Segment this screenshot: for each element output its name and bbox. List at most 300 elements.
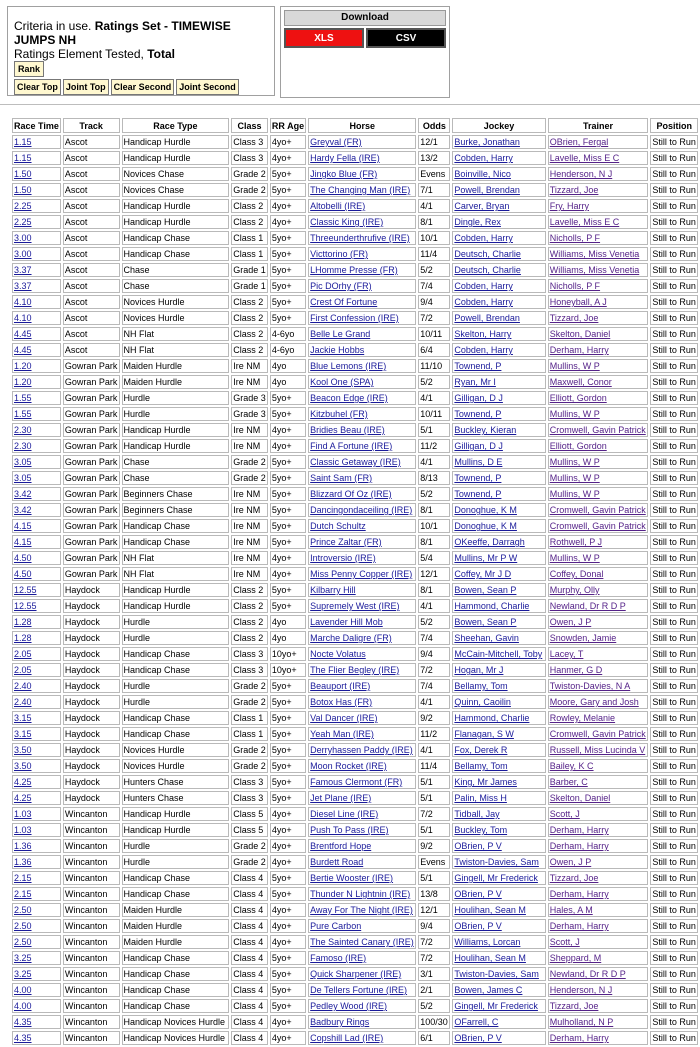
joint-second-button[interactable]: Joint Second	[176, 79, 239, 95]
horse-link[interactable]: Away For The Night (IRE)	[310, 905, 413, 915]
horse-link[interactable]: Dutch Schultz	[310, 521, 366, 531]
trainer-link[interactable]: Tizzard, Joe	[549, 873, 599, 883]
horse-link[interactable]: Crest Of Fortune	[310, 297, 378, 307]
race-time-link[interactable]: 2.05	[14, 649, 32, 659]
race-time-link[interactable]: 2.40	[14, 681, 32, 691]
age-cell: 5yo+	[270, 983, 306, 997]
trainer-link[interactable]: Mullins, W P	[549, 409, 600, 419]
jockey-link[interactable]: OBrien, P V	[454, 921, 502, 931]
horse-link[interactable]: The Flier Begley (IRE)	[310, 665, 400, 675]
trainer-cell	[548, 551, 649, 565]
race-time-link[interactable]: 1.55	[14, 393, 32, 403]
jockey-link[interactable]: Powell, Brendan	[454, 185, 520, 195]
horse-link[interactable]: Pic DOrhy (FR)	[310, 281, 372, 291]
race-time-link[interactable]: 1.03	[14, 825, 32, 835]
trainer-link[interactable]: Newland, Dr R D P	[549, 601, 626, 611]
horse-link[interactable]: Bertie Wooster (IRE)	[310, 873, 394, 883]
odds-cell: 5/2	[418, 487, 450, 501]
jockey-link[interactable]: Boinville, Nico	[454, 169, 511, 179]
race-time-link[interactable]: 12.55	[14, 601, 37, 611]
trainer-link[interactable]: Derham, Harry	[549, 841, 609, 851]
horse-link[interactable]: LHomme Presse (FR)	[310, 265, 398, 275]
jockey-link[interactable]: Carver, Bryan	[454, 201, 510, 211]
horse-link[interactable]: The Sainted Canary (IRE)	[310, 937, 414, 947]
trainer-cell	[548, 359, 649, 373]
jockey-link[interactable]: Fox, Derek R	[454, 745, 508, 755]
clear-top-button[interactable]: Clear Top	[14, 79, 61, 95]
race-time-link[interactable]: 2.25	[14, 201, 32, 211]
jockey-link[interactable]: Townend, P	[454, 473, 502, 483]
trainer-link[interactable]: Rothwell, P J	[549, 537, 603, 547]
jockey-link[interactable]: Bowen, Sean P	[454, 617, 517, 627]
trainer-link[interactable]: Scott, J	[549, 809, 580, 819]
position-cell: Still to Run	[650, 807, 698, 821]
race-time-cell	[12, 839, 61, 853]
jockey-link[interactable]: Cobden, Harry	[454, 281, 513, 291]
jockey-link[interactable]: Cobden, Harry	[454, 233, 513, 243]
age-cell: 5yo+	[270, 519, 306, 533]
race-time-link[interactable]: 3.15	[14, 729, 32, 739]
horse-link[interactable]: Jingko Blue (FR)	[310, 169, 378, 179]
race-time-link[interactable]: 4.25	[14, 793, 32, 803]
trainer-link[interactable]: Owen, J P	[549, 617, 592, 627]
horse-link[interactable]: Victtorino (FR)	[310, 249, 369, 259]
header-track[interactable]: Track	[63, 118, 120, 133]
race-time-link[interactable]: 1.28	[14, 633, 32, 643]
horse-link[interactable]: Supremely West (IRE)	[310, 601, 400, 611]
jockey-link[interactable]: Houlihan, Sean M	[454, 953, 526, 963]
trainer-link[interactable]: Sheppard, M	[549, 953, 602, 963]
jockey-link[interactable]: Hammond, Charlie	[454, 713, 530, 723]
race-time-cell	[12, 903, 61, 917]
jockey-link[interactable]: Deutsch, Charlie	[454, 249, 521, 259]
trainer-link[interactable]: Bailey, K C	[549, 761, 594, 771]
horse-link[interactable]: Introversio (IRE)	[310, 553, 376, 563]
race-time-link[interactable]: 4.45	[14, 329, 32, 339]
horse-link[interactable]: Famous Clermont (FR)	[310, 777, 403, 787]
trainer-link[interactable]: Nicholls, P F	[549, 233, 601, 243]
jockey-link[interactable]: Palin, Miss H	[454, 793, 507, 803]
jockey-link[interactable]: Deutsch, Charlie	[454, 265, 521, 275]
race-time-link[interactable]: 3.00	[14, 233, 32, 243]
jockey-link[interactable]: Quinn, Caoilin	[454, 697, 511, 707]
horse-link[interactable]: Jet Plane (IRE)	[310, 793, 372, 803]
jockey-link[interactable]: OBrien, P V	[454, 1033, 502, 1043]
horse-link[interactable]: Diesel Line (IRE)	[310, 809, 379, 819]
race-time-link[interactable]: 3.37	[14, 265, 32, 275]
odds-cell: 2/1	[418, 983, 450, 997]
jockey-cell	[452, 439, 545, 453]
trainer-link[interactable]: Cromwell, Gavin Patrick	[549, 505, 646, 515]
trainer-link[interactable]: Elliott, Gordon	[549, 441, 607, 451]
horse-link[interactable]: Lavender Hill Mob	[310, 617, 383, 627]
horse-link[interactable]: Pedley Wood (IRE)	[310, 1001, 388, 1011]
race-type-cell: Handicap Hurdle	[122, 151, 230, 165]
jockey-link[interactable]: Townend, P	[454, 361, 502, 371]
horse-link[interactable]: Blue Lemons (IRE)	[310, 361, 387, 371]
race-time-link[interactable]: 2.50	[14, 921, 32, 931]
trainer-cell	[548, 599, 649, 613]
horse-cell	[308, 839, 416, 853]
trainer-link[interactable]: Mullins, W P	[549, 489, 600, 499]
race-time-link[interactable]: 1.28	[14, 617, 32, 627]
jockey-link[interactable]: Flanagan, S W	[454, 729, 514, 739]
trainer-link[interactable]: Fry, Harry	[549, 201, 590, 211]
horse-link[interactable]: De Tellers Fortune (IRE)	[310, 985, 408, 995]
jockey-link[interactable]: Buckley, Kieran	[454, 425, 517, 435]
horse-link[interactable]: Derryhassen Paddy (IRE)	[310, 745, 413, 755]
race-time-link[interactable]: 3.37	[14, 281, 32, 291]
trainer-cell	[548, 839, 649, 853]
trainer-link[interactable]: Nicholls, P F	[549, 281, 601, 291]
race-type-cell: Chase	[122, 263, 230, 277]
header-horse[interactable]: Horse	[308, 118, 416, 133]
horse-link[interactable]: Botox Has (FR)	[310, 697, 373, 707]
track-cell: Ascot	[63, 327, 120, 341]
trainer-link[interactable]: Mullins, W P	[549, 473, 600, 483]
horse-link[interactable]: Marche Daligre (FR)	[310, 633, 392, 643]
horse-link[interactable]: Hardy Fella (IRE)	[310, 153, 380, 163]
race-time-link[interactable]: 1.20	[14, 361, 32, 371]
race-time-link[interactable]: 12.55	[14, 585, 37, 595]
race-time-link[interactable]: 1.36	[14, 857, 32, 867]
horse-link[interactable]: Threeunderthrufive (IRE)	[310, 233, 410, 243]
race-time-link[interactable]: 4.50	[14, 569, 32, 579]
horse-cell	[308, 359, 416, 373]
horse-link[interactable]: Miss Penny Copper (IRE)	[310, 569, 413, 579]
horse-link[interactable]: Find A Fortune (IRE)	[310, 441, 393, 451]
race-time-link[interactable]: 3.42	[14, 505, 32, 515]
header-jockey[interactable]: Jockey	[452, 118, 545, 133]
horse-link[interactable]: Kilbarry Hill	[310, 585, 356, 595]
header-odds[interactable]: Odds	[418, 118, 450, 133]
race-time-link[interactable]: 3.25	[14, 969, 32, 979]
jockey-link[interactable]: Twiston-Davies, Sam	[454, 857, 539, 867]
horse-link[interactable]: First Confession (IRE)	[310, 313, 399, 323]
trainer-cell	[548, 167, 649, 181]
jockey-link[interactable]: Cobden, Harry	[454, 345, 513, 355]
trainer-link[interactable]: Twiston-Davies, N A	[549, 681, 631, 691]
race-type-cell: Handicap Hurdle	[122, 807, 230, 821]
horse-link[interactable]: Saint Sam (FR)	[310, 473, 373, 483]
jockey-link[interactable]: Townend, P	[454, 489, 502, 499]
jockey-link[interactable]: OFarrell, C	[454, 1017, 499, 1027]
jockey-link[interactable]: Bellamy, Tom	[454, 761, 508, 771]
race-time-link[interactable]: 2.50	[14, 937, 32, 947]
trainer-link[interactable]: Barber, C	[549, 777, 588, 787]
jockey-link[interactable]: Dingle, Rex	[454, 217, 501, 227]
xls-download-button[interactable]: XLS	[284, 28, 364, 48]
trainer-link[interactable]: OBrien, Fergal	[549, 137, 609, 147]
age-cell: 4yo+	[270, 855, 306, 869]
race-time-link[interactable]: 2.30	[14, 425, 32, 435]
horse-link[interactable]: Pure Carbon	[310, 921, 362, 931]
horse-link[interactable]: Kool One (SPA)	[310, 377, 374, 387]
class-cell: Class 5	[231, 823, 268, 837]
race-time-link[interactable]: 1.15	[14, 153, 32, 163]
trainer-cell	[548, 263, 649, 277]
age-cell: 10yo+	[270, 647, 306, 661]
horse-link[interactable]: Nocte Volatus	[310, 649, 366, 659]
horse-cell	[308, 663, 416, 677]
race-time-link[interactable]: 3.15	[14, 713, 32, 723]
trainer-link[interactable]: Henderson, N J	[549, 985, 613, 995]
horse-link[interactable]: Greyval (FR)	[310, 137, 362, 147]
horse-link[interactable]: Bridies Beau (IRE)	[310, 425, 385, 435]
horse-cell	[308, 999, 416, 1013]
jockey-link[interactable]: Burke, Jonathan	[454, 137, 520, 147]
jockey-link[interactable]: Hogan, Mr J	[454, 665, 504, 675]
race-type-cell: Maiden Hurdle	[122, 375, 230, 389]
age-cell: 5yo+	[270, 279, 306, 293]
race-time-link[interactable]: 4.45	[14, 345, 32, 355]
jockey-link[interactable]: Gilligan, D J	[454, 393, 503, 403]
header-trainer[interactable]: Trainer	[548, 118, 649, 133]
jockey-link[interactable]: OKeeffe, Darragh	[454, 537, 525, 547]
trainer-link[interactable]: Derham, Harry	[549, 825, 609, 835]
horse-link[interactable]: Jackie Hobbs	[310, 345, 365, 355]
race-time-link[interactable]: 1.55	[14, 409, 32, 419]
trainer-link[interactable]: Williams, Miss Venetia	[549, 265, 640, 275]
race-time-link[interactable]: 2.30	[14, 441, 32, 451]
trainer-link[interactable]: Lacey, T	[549, 649, 584, 659]
horse-link[interactable]: Badbury Rings	[310, 1017, 370, 1027]
horse-link[interactable]: Thunder N Lightnin (IRE)	[310, 889, 411, 899]
race-time-link[interactable]: 4.35	[14, 1017, 32, 1027]
jockey-link[interactable]: Mullins, D E	[454, 457, 503, 467]
horse-link[interactable]: Classic Getaway (IRE)	[310, 457, 401, 467]
race-time-link[interactable]: 3.05	[14, 473, 32, 483]
horse-link[interactable]: Prince Zaltar (FR)	[310, 537, 382, 547]
trainer-link[interactable]: Tizzard, Joe	[549, 1001, 599, 1011]
race-time-link[interactable]: 4.15	[14, 537, 32, 547]
header-position[interactable]: Position	[650, 118, 698, 133]
horse-link[interactable]: Dancingondaceiling (IRE)	[310, 505, 413, 515]
race-time-link[interactable]: 2.15	[14, 889, 32, 899]
clear-second-button[interactable]: Clear Second	[111, 79, 175, 95]
trainer-link[interactable]: Tizzard, Joe	[549, 185, 599, 195]
race-time-link[interactable]: 3.25	[14, 953, 32, 963]
race-time-link[interactable]: 4.00	[14, 985, 32, 995]
position-cell: Still to Run	[650, 935, 698, 949]
trainer-link[interactable]: Derham, Harry	[549, 1033, 609, 1043]
jockey-link[interactable]: Skelton, Harry	[454, 329, 512, 339]
trainer-link[interactable]: Skelton, Daniel	[549, 329, 611, 339]
race-time-link[interactable]: 4.25	[14, 777, 32, 787]
jockey-link[interactable]: Townend, P	[454, 409, 502, 419]
trainer-link[interactable]: Lavelle, Miss E C	[549, 217, 620, 227]
race-type-cell: Chase	[122, 471, 230, 485]
race-time-link[interactable]: 3.50	[14, 761, 32, 771]
race-time-link[interactable]: 2.25	[14, 217, 32, 227]
race-time-link[interactable]: 2.05	[14, 665, 32, 675]
trainer-link[interactable]: Williams, Miss Venetia	[549, 249, 640, 259]
jockey-link[interactable]: Williams, Lorcan	[454, 937, 521, 947]
trainer-link[interactable]: Cromwell, Gavin Patrick	[549, 425, 646, 435]
jockey-link[interactable]: Tidball, Jay	[454, 809, 500, 819]
class-cell: Class 2	[231, 311, 268, 325]
horse-link[interactable]: Beauport (IRE)	[310, 681, 371, 691]
horse-cell	[308, 167, 416, 181]
trainer-link[interactable]: Mullins, W P	[549, 457, 600, 467]
jockey-cell	[452, 343, 545, 357]
trainer-link[interactable]: Lavelle, Miss E C	[549, 153, 620, 163]
horse-link[interactable]: Beacon Edge (IRE)	[310, 393, 388, 403]
header-rr-age[interactable]: RR Age	[270, 118, 306, 133]
jockey-link[interactable]: Twiston-Davies, Sam	[454, 969, 539, 979]
trainer-link[interactable]: Elliott, Gordon	[549, 393, 607, 403]
race-type-cell: Handicap Hurdle	[122, 423, 230, 437]
trainer-link[interactable]: Hanmer, G D	[549, 665, 603, 675]
horse-cell	[308, 183, 416, 197]
horse-link[interactable]: Altobelli (IRE)	[310, 201, 366, 211]
race-time-cell	[12, 935, 61, 949]
jockey-link[interactable]: Gilligan, D J	[454, 441, 503, 451]
trainer-link[interactable]: Russell, Miss Lucinda V	[549, 745, 646, 755]
race-time-link[interactable]: 1.03	[14, 809, 32, 819]
race-time-link[interactable]: 4.35	[14, 1033, 32, 1043]
trainer-link[interactable]: Maxwell, Conor	[549, 377, 612, 387]
race-time-link[interactable]: 2.40	[14, 697, 32, 707]
horse-link[interactable]: Val Dancer (IRE)	[310, 713, 378, 723]
trainer-link[interactable]: Derham, Harry	[549, 889, 609, 899]
trainer-link[interactable]: Honeyball, A J	[549, 297, 607, 307]
horse-link[interactable]: Burdett Road	[310, 857, 364, 867]
horse-link[interactable]: Yeah Man (IRE)	[310, 729, 374, 739]
jockey-link[interactable]: Bellamy, Tom	[454, 681, 508, 691]
jockey-cell	[452, 647, 545, 661]
horse-link[interactable]: Famoso (IRE)	[310, 953, 367, 963]
header-class[interactable]: Class	[231, 118, 268, 133]
race-time-link[interactable]: 1.36	[14, 841, 32, 851]
jockey-link[interactable]: Donoghue, K M	[454, 521, 517, 531]
race-time-link[interactable]: 4.10	[14, 313, 32, 323]
race-time-link[interactable]: 3.00	[14, 249, 32, 259]
jockey-link[interactable]: Houlihan, Sean M	[454, 905, 526, 915]
trainer-link[interactable]: Mullins, W P	[549, 553, 600, 563]
trainer-cell	[548, 311, 649, 325]
jockey-link[interactable]: Hammond, Charlie	[454, 601, 530, 611]
jockey-link[interactable]: Sheehan, Gavin	[454, 633, 519, 643]
horse-link[interactable]: Copshill Lad (IRE)	[310, 1033, 384, 1043]
trainer-link[interactable]: Skelton, Daniel	[549, 793, 611, 803]
class-cell: Class 4	[231, 935, 268, 949]
trainer-link[interactable]: Mullins, W P	[549, 361, 600, 371]
trainer-link[interactable]: Henderson, N J	[549, 169, 613, 179]
jockey-link[interactable]: King, Mr James	[454, 777, 517, 787]
jockey-link[interactable]: Cobden, Harry	[454, 153, 513, 163]
class-cell: Ire NM	[231, 487, 268, 501]
table-row	[12, 903, 698, 917]
jockey-link[interactable]: Mullins, Mr P W	[454, 553, 518, 563]
race-time-link[interactable]: 4.15	[14, 521, 32, 531]
trainer-link[interactable]: Murphy, Olly	[549, 585, 600, 595]
trainer-link[interactable]: Newland, Dr R D P	[549, 969, 626, 979]
trainer-link[interactable]: Tizzard, Joe	[549, 313, 599, 323]
odds-cell: 7/4	[418, 631, 450, 645]
joint-top-button[interactable]: Joint Top	[63, 79, 109, 95]
jockey-cell	[452, 951, 545, 965]
jockey-link[interactable]: Gingell, Mr Frederick	[454, 1001, 538, 1011]
position-cell: Still to Run	[650, 967, 698, 981]
jockey-link[interactable]: Bowen, James C	[454, 985, 523, 995]
horse-link[interactable]: Classic King (IRE)	[310, 217, 384, 227]
horse-link[interactable]: Quick Sharpener (IRE)	[310, 969, 402, 979]
class-cell: Class 4	[231, 967, 268, 981]
horse-link[interactable]: Brentford Hope	[310, 841, 372, 851]
trainer-link[interactable]: Owen, J P	[549, 857, 592, 867]
jockey-link[interactable]: Cobden, Harry	[454, 297, 513, 307]
position-cell: Still to Run	[650, 503, 698, 517]
trainer-link[interactable]: Snowden, Jamie	[549, 633, 617, 643]
jockey-link[interactable]: Bowen, Sean P	[454, 585, 517, 595]
race-time-link[interactable]: 1.50	[14, 185, 32, 195]
race-time-link[interactable]: 4.10	[14, 297, 32, 307]
horse-link[interactable]: The Changing Man (IRE)	[310, 185, 411, 195]
trainer-link[interactable]: Cromwell, Gavin Patrick	[549, 521, 646, 531]
horse-link[interactable]: Push To Pass (IRE)	[310, 825, 389, 835]
jockey-link[interactable]: OBrien, P V	[454, 889, 502, 899]
race-time-link[interactable]: 1.15	[14, 137, 32, 147]
header-race-time[interactable]: Race Time	[12, 118, 61, 133]
trainer-link[interactable]: Cromwell, Gavin Patrick	[549, 729, 646, 739]
jockey-link[interactable]: Donoghue, K M	[454, 505, 517, 515]
race-type-cell: Hunters Chase	[122, 791, 230, 805]
age-cell: 4yo	[270, 359, 306, 373]
class-cell: Class 3	[231, 135, 268, 149]
race-time-link[interactable]: 2.15	[14, 873, 32, 883]
race-time-link[interactable]: 3.05	[14, 457, 32, 467]
csv-download-button[interactable]: CSV	[366, 28, 446, 48]
race-time-link[interactable]: 1.50	[14, 169, 32, 179]
race-time-cell	[12, 455, 61, 469]
horse-link[interactable]: Kitzbuhel (FR)	[310, 409, 368, 419]
position-cell: Still to Run	[650, 871, 698, 885]
race-time-link[interactable]: 3.50	[14, 745, 32, 755]
trainer-link[interactable]: Rowley, Melanie	[549, 713, 616, 723]
trainer-link[interactable]: Hales, A M	[549, 905, 593, 915]
jockey-link[interactable]: McCain-Mitchell, Toby	[454, 649, 543, 659]
trainer-link[interactable]: Derham, Harry	[549, 345, 609, 355]
trainer-link[interactable]: Mulholland, N P	[549, 1017, 614, 1027]
race-time-link[interactable]: 1.20	[14, 377, 32, 387]
horse-link[interactable]: Belle Le Grand	[310, 329, 371, 339]
table-row	[12, 711, 698, 725]
jockey-link[interactable]: OBrien, P V	[454, 841, 502, 851]
horse-link[interactable]: Moon Rocket (IRE)	[310, 761, 387, 771]
trainer-link[interactable]: Moore, Gary and Josh	[549, 697, 639, 707]
age-cell: 5yo+	[270, 471, 306, 485]
header-race-type[interactable]: Race Type	[122, 118, 230, 133]
class-cell: Grade 2	[233, 457, 266, 467]
jockey-link[interactable]: Gingell, Mr Frederick	[454, 873, 538, 883]
race-time-link[interactable]: 3.42	[14, 489, 32, 499]
trainer-link[interactable]: Coffey, Donal	[549, 569, 604, 579]
race-time-link[interactable]: 4.00	[14, 1001, 32, 1011]
jockey-link[interactable]: Coffey, Mr J D	[454, 569, 512, 579]
jockey-link[interactable]: Powell, Brendan	[454, 313, 520, 323]
horse-link[interactable]: Blizzard Of Oz (IRE)	[310, 489, 392, 499]
age-cell: 5yo+	[270, 535, 306, 549]
race-time-link[interactable]: 2.50	[14, 905, 32, 915]
jockey-link[interactable]: Buckley, Tom	[454, 825, 508, 835]
trainer-cell	[548, 215, 649, 229]
trainer-link[interactable]: Derham, Harry	[549, 921, 609, 931]
trainer-link[interactable]: Scott, J	[549, 937, 580, 947]
rank-button[interactable]: Rank	[14, 61, 44, 77]
jockey-link[interactable]: Ryan, Mr I	[454, 377, 496, 387]
race-time-link[interactable]: 4.50	[14, 553, 32, 563]
